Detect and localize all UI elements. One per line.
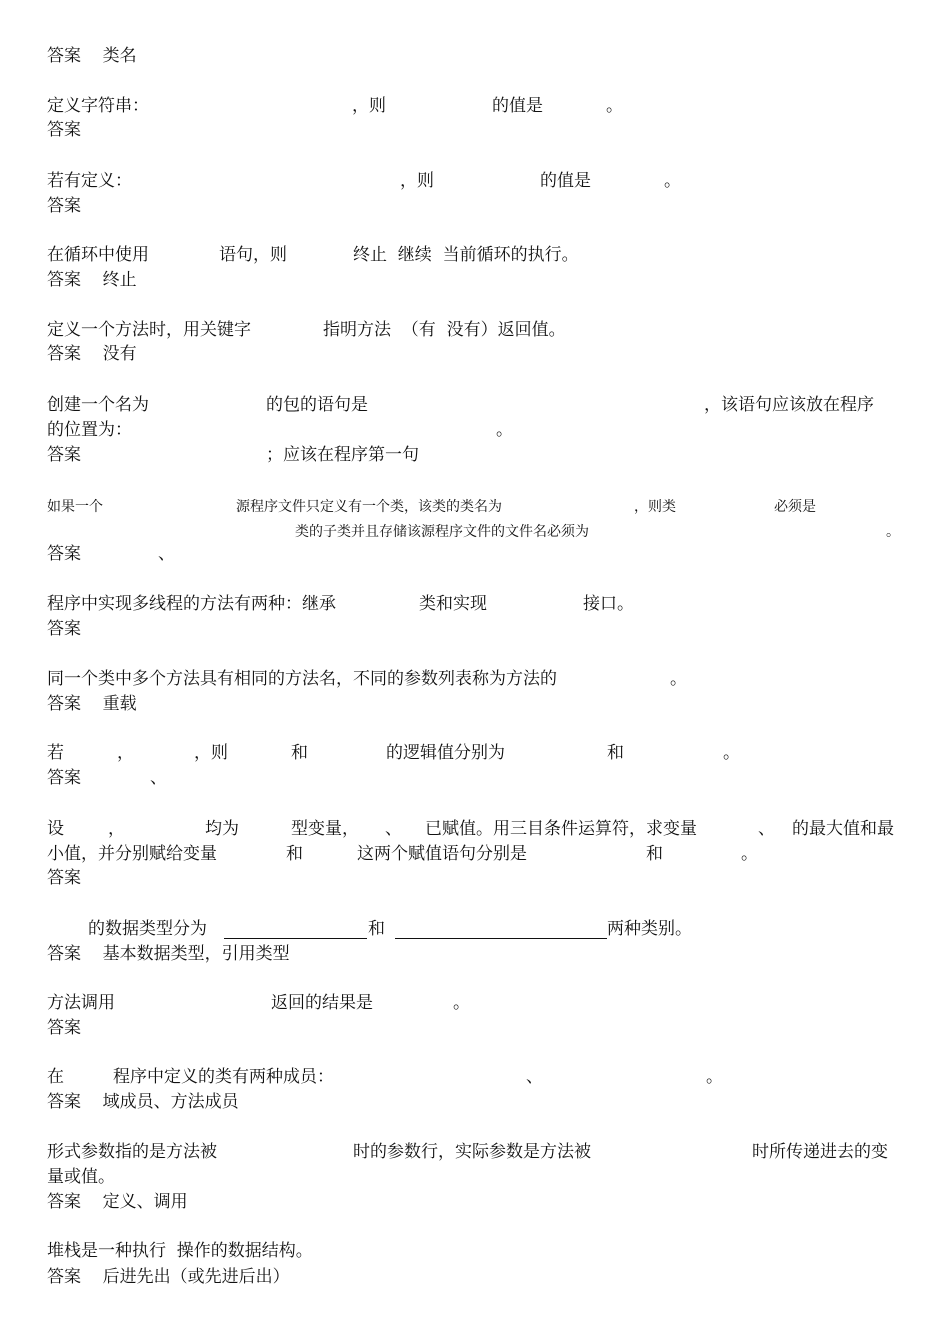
question-text: 这两个赋值语句分别是 (357, 844, 527, 864)
question-text: 。 (723, 743, 740, 763)
question-text: ， (108, 819, 125, 839)
question-text: 已赋值。用三目条件运算符，求变量 (425, 819, 697, 839)
question-text: 返回的结果是 (271, 993, 373, 1013)
question-text: 。 (706, 1067, 723, 1087)
question-text: 堆栈是一种执行 操作的数据结构。 (47, 1241, 313, 1261)
question-text: 如果一个 (47, 499, 103, 515)
question-text: 若 (47, 743, 64, 763)
answer-line: 答案 (47, 445, 81, 465)
question-text: 的数据类型分为 (88, 919, 207, 939)
question-text: ，则 (352, 96, 386, 116)
question-text: 必须是 (774, 499, 816, 515)
answer-line: 答案 (47, 120, 81, 140)
question-text: 接口。 (583, 594, 634, 614)
question-text: 均为 (205, 819, 239, 839)
answer-line: 答案 类名 (47, 46, 137, 66)
question-text: 时的参数行，实际参数是方法被 (353, 1142, 591, 1162)
question-text: 小值，并分别赋给变量 (47, 844, 217, 864)
question-text: 。 (496, 420, 513, 440)
answer-line: 答案 定义、调用 (47, 1192, 188, 1212)
question-text: ，则 (194, 743, 228, 763)
question-text: ， (117, 743, 134, 763)
question-text: 语句，则 (219, 245, 287, 265)
question-text: 。 (886, 524, 900, 540)
question-text: 型变量， (291, 819, 359, 839)
answer-line: 答案 (47, 196, 81, 216)
answer-line: 答案 重载 (47, 694, 137, 714)
question-text: 创建一个名为 (47, 395, 149, 415)
blank-underline (224, 920, 367, 939)
question-text: 在 (47, 1067, 64, 1087)
answer-text: ；应该在程序第一句 (266, 445, 419, 465)
question-text: 。 (670, 669, 687, 689)
question-text: 定义一个方法时，用关键字 (47, 320, 251, 340)
question-text: 、 (385, 819, 402, 839)
question-text: 和 (607, 743, 624, 763)
blank-underline (395, 920, 607, 939)
question-text: 、 (758, 819, 775, 839)
answer-line: 答案 基本数据类型，引用类型 (47, 944, 290, 964)
answer-line: 答案 终止 (47, 270, 137, 290)
question-text: 和 (646, 844, 663, 864)
question-text: 形式参数指的是方法被 (47, 1142, 217, 1162)
question-text: 若有定义： (47, 171, 132, 191)
question-text: 和 (368, 919, 385, 939)
answer-line: 答案 没有 (47, 344, 137, 364)
question-text: 设 (47, 819, 64, 839)
question-text: 和 (286, 844, 303, 864)
question-text: ，则 (400, 171, 434, 191)
answer-line: 答案 后进先出（或先进后出） (47, 1267, 290, 1287)
question-text: 源程序文件只定义有一个类，该类的类名为 (236, 499, 502, 515)
question-text: 在循环中使用 (47, 245, 149, 265)
question-text: 两种类别。 (607, 919, 692, 939)
question-text: 的位置为： (47, 420, 132, 440)
question-text: 终止 继续 当前循环的执行。 (353, 245, 579, 265)
answer-line: 答案 域成员、方法成员 (47, 1092, 239, 1112)
question-text: 的值是 (492, 96, 543, 116)
question-text: 、 (526, 1067, 543, 1087)
question-text: 。 (741, 844, 758, 864)
question-text: 定义字符串： (47, 96, 149, 116)
question-text: 的逻辑值分别为 (386, 743, 505, 763)
answer-text: 、 (150, 768, 167, 788)
question-text: 同一个类中多个方法具有相同的方法名，不同的参数列表称为方法的 (47, 669, 557, 689)
answer-line: 答案 (47, 1018, 81, 1038)
question-text: 方法调用 (47, 993, 115, 1013)
answer-line: 答案 (47, 868, 81, 888)
question-text: 程序中实现多线程的方法有两种：继承 (47, 594, 336, 614)
question-text: 程序中定义的类有两种成员： (113, 1067, 334, 1087)
question-text: 时所传递进去的变 (752, 1142, 888, 1162)
answer-text: 、 (158, 544, 175, 564)
answer-line: 答案 (47, 544, 81, 564)
question-text: 。 (453, 993, 470, 1013)
question-text: ，则类 (634, 499, 676, 515)
question-text: 的最大值和最 (792, 819, 894, 839)
question-text: 。 (664, 171, 681, 191)
answer-line: 答案 (47, 619, 81, 639)
question-text: 类的子类并且存储该源程序文件的文件名必须为 (295, 524, 589, 540)
question-text: 。 (606, 96, 623, 116)
question-text: 指明方法 （有 没有）返回值。 (323, 320, 566, 340)
question-text: 量或值。 (47, 1167, 115, 1187)
question-text: 的值是 (540, 171, 591, 191)
question-text: 和 (291, 743, 308, 763)
question-text: 类和实现 (419, 594, 487, 614)
answer-line: 答案 (47, 768, 81, 788)
question-text: ，该语句应该放在程序 (704, 395, 874, 415)
question-text: 的包的语句是 (266, 395, 368, 415)
